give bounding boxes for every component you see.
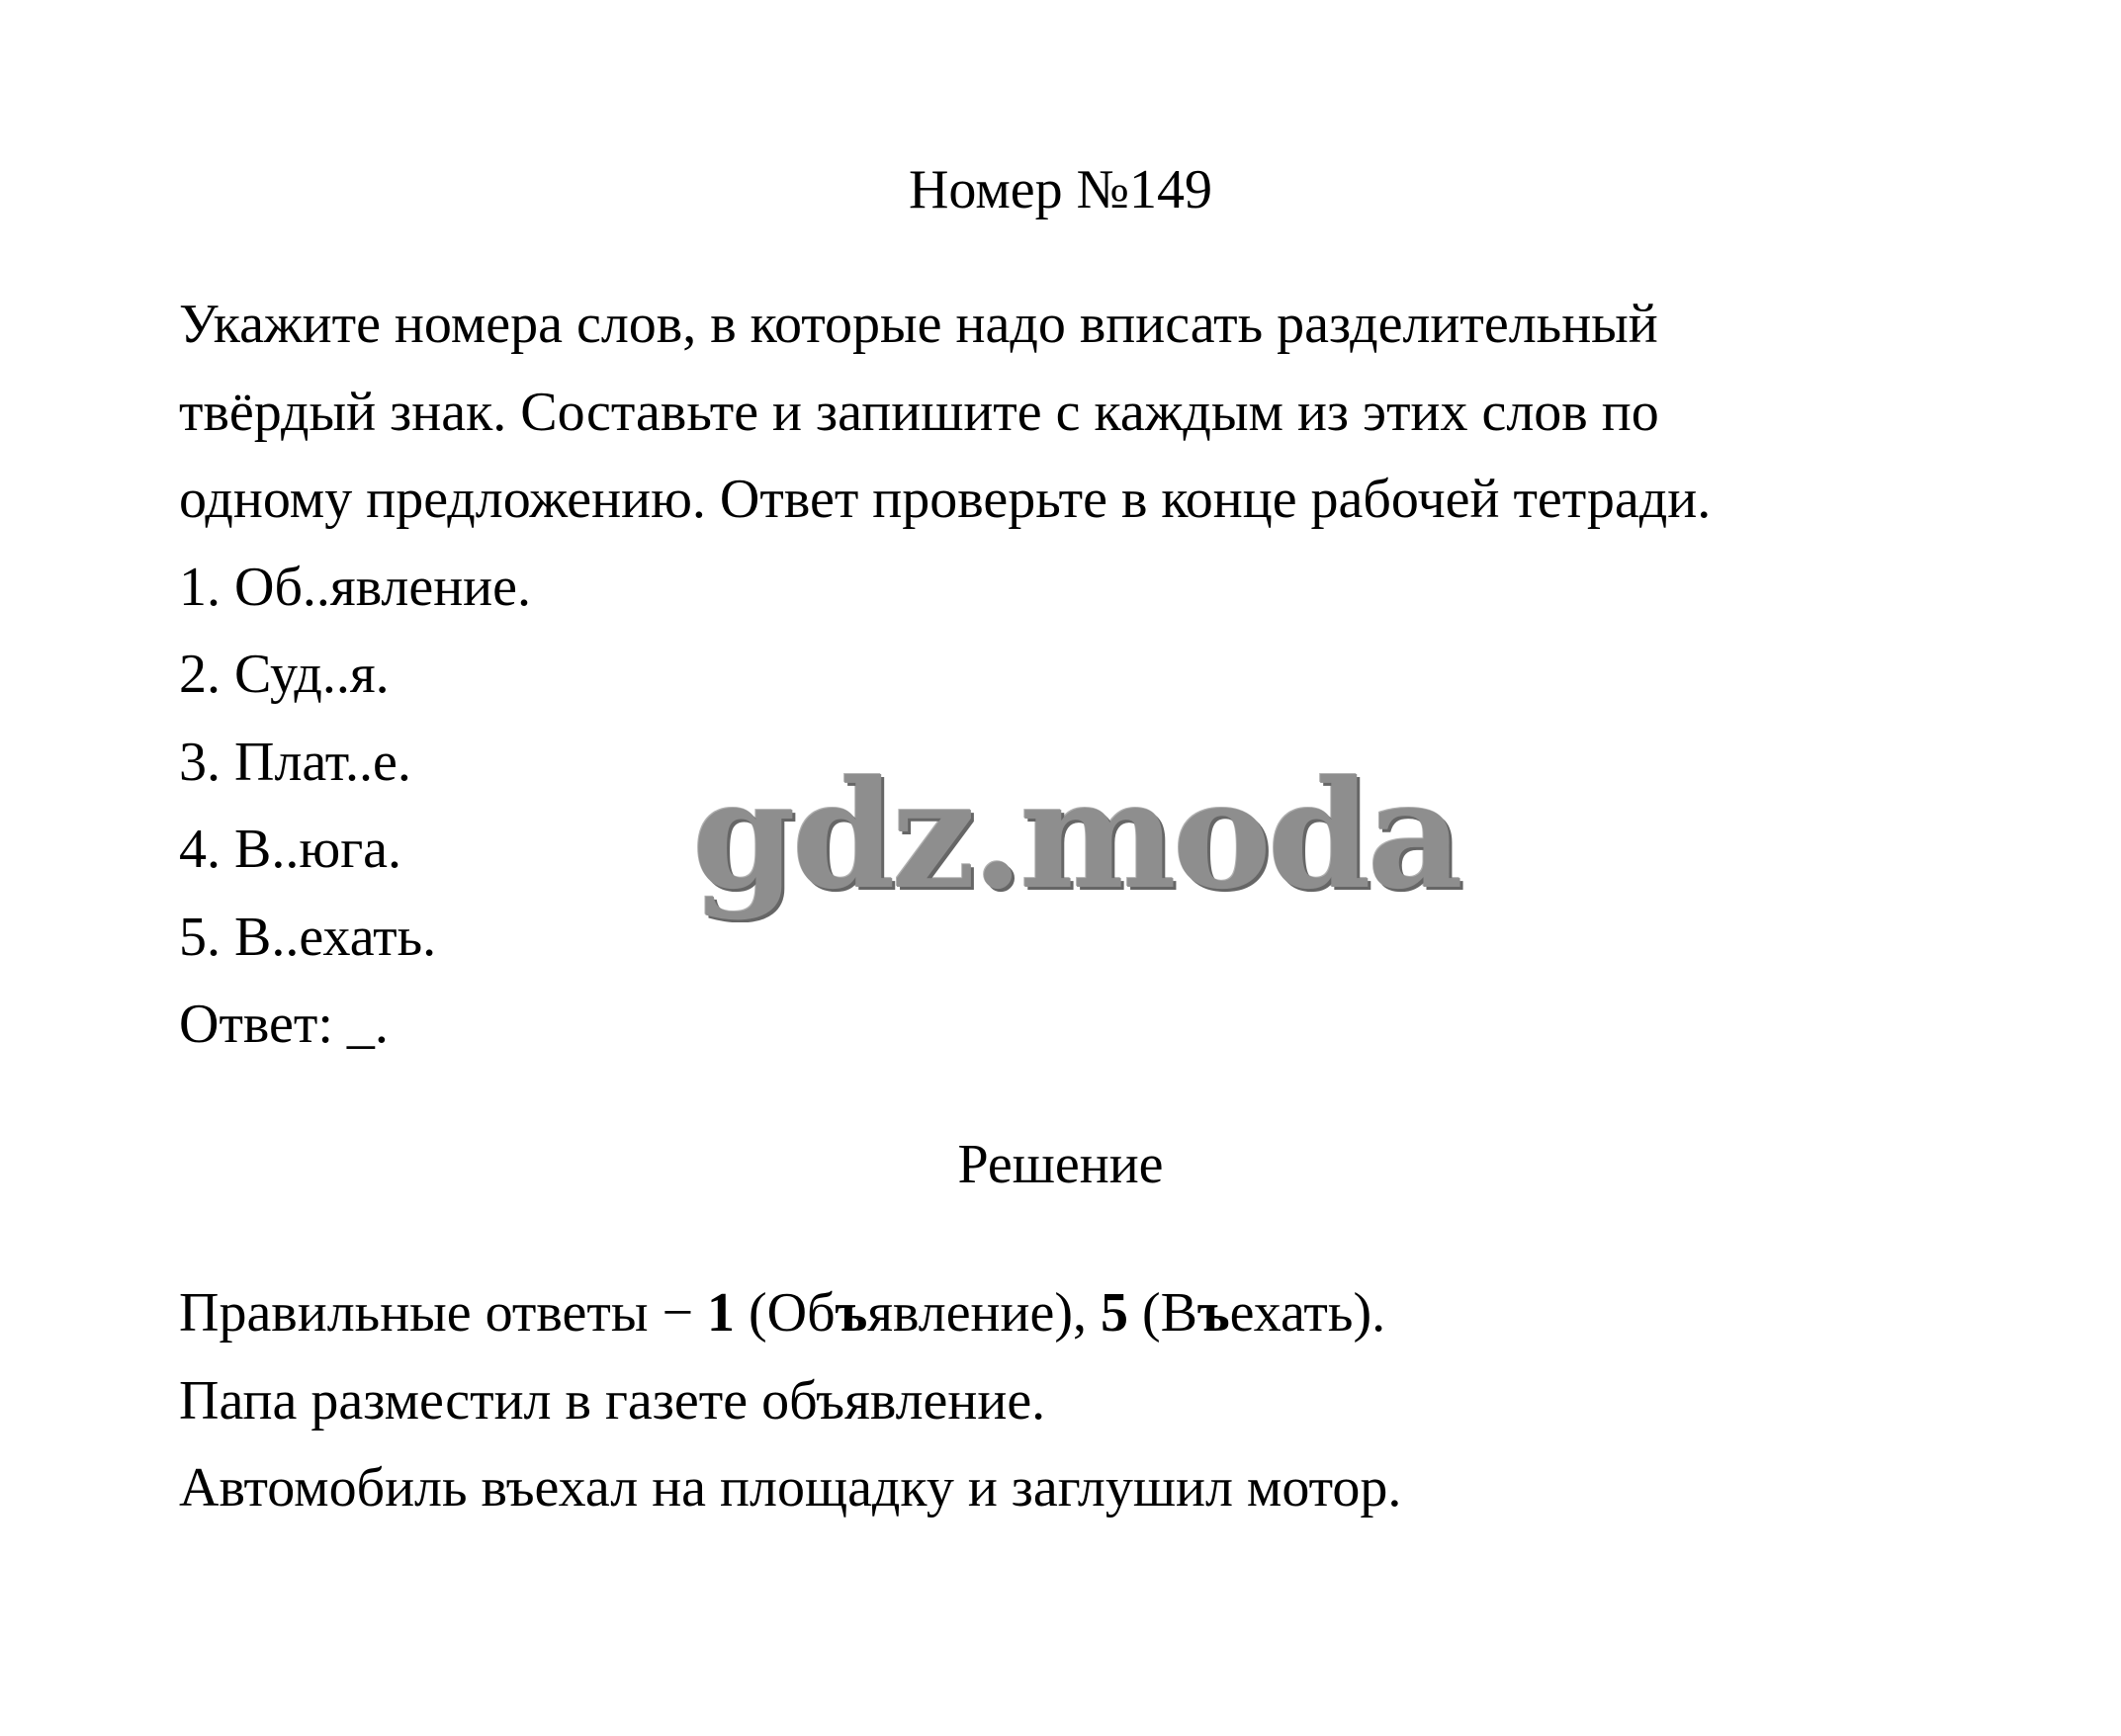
task-answer: Ответ: _.: [179, 994, 389, 1055]
solution-text: [179, 1269, 2058, 1532]
watermark-logo: gdz.moda: [692, 748, 1460, 922]
solution-sentence: Папа разместил в газете объявление.: [179, 1369, 1046, 1432]
page-title: Номер №149: [908, 159, 1213, 220]
solution-sentence: Автомобиль въехал на площадку и заглушил мотор.: [179, 1457, 1402, 1519]
solution-answer-line: Правильные ответы − 1 (Объявление), 5 (Въехать).: [179, 1282, 1386, 1344]
hard-sign-2: ъ: [1196, 1282, 1230, 1344]
task-line: твёрдый знак. Составьте и запишите с каждым из этих слов по: [179, 381, 1659, 443]
task-line: одному предложению. Ответ проверьте в конце рабочей тетради.: [179, 469, 1712, 530]
solution-title: Решение: [957, 1134, 1164, 1195]
task-item-2: 2. Суд..я.: [179, 644, 390, 705]
task-text: [179, 281, 2058, 1069]
task-item-4: 4. В..юга.: [179, 819, 402, 880]
task-item-3: 3. Плат..е.: [179, 731, 411, 793]
answer-number-1: 1: [707, 1282, 736, 1344]
task-item-5: 5. В..ехать.: [179, 906, 437, 968]
task-line: Укажите номера слов, в которые надо вписать разделительный: [179, 294, 1658, 355]
answer-number-5: 5: [1100, 1282, 1128, 1344]
hard-sign-1: ъ: [835, 1282, 868, 1344]
task-item-1: 1. Об..явление.: [179, 556, 531, 618]
